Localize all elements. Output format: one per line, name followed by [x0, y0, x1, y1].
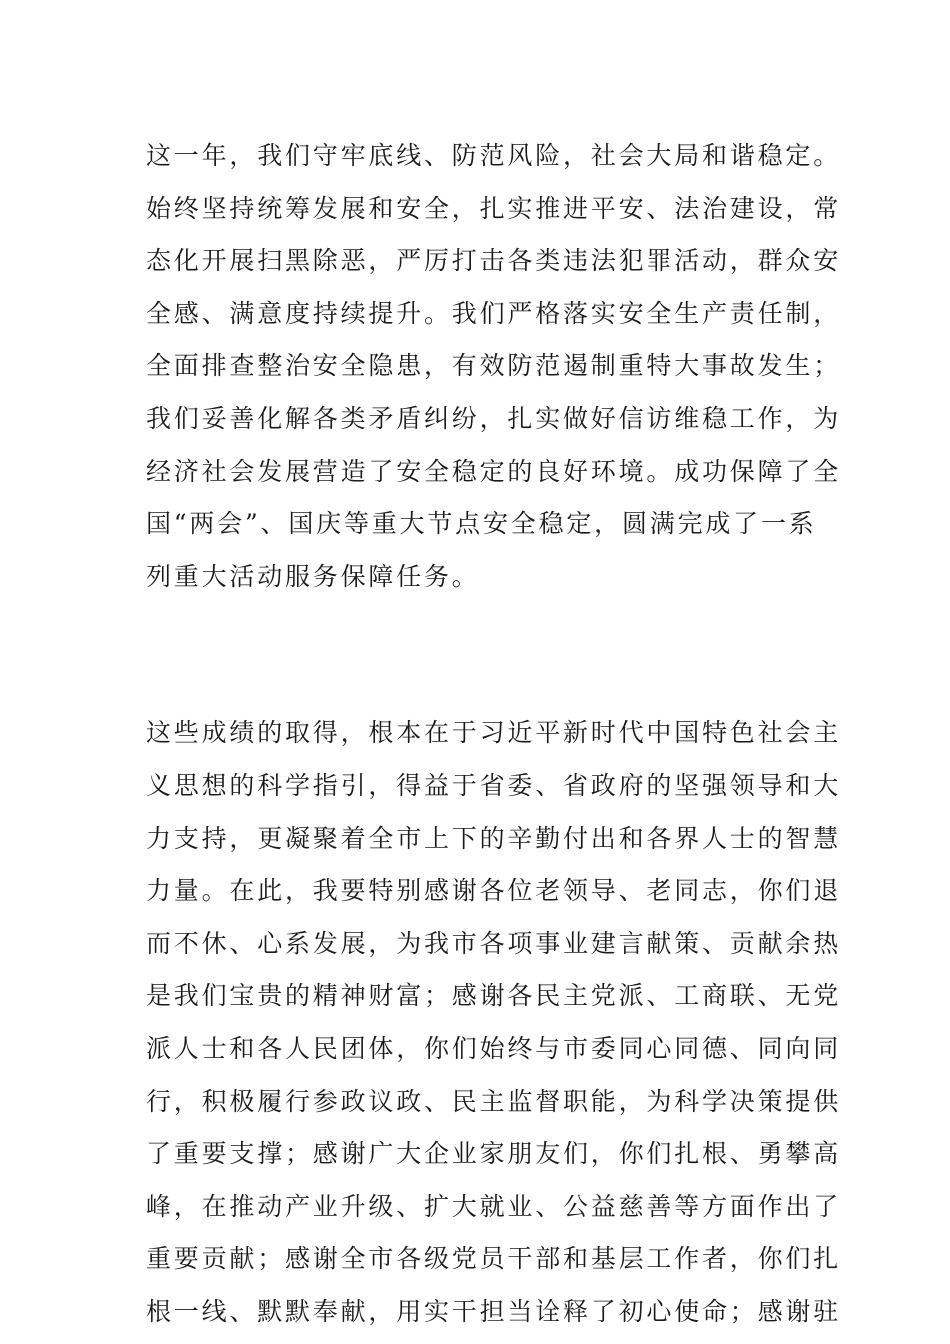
text-line: 义思想的科学指引，得益于省委、省政府的坚强领导和大	[146, 770, 842, 800]
text-line: 这一年，我们守牢底线、防范风险，社会大局和谐稳定。	[146, 141, 842, 170]
text-line: 全面排查整治安全隐患，有效防范遏制重特大事故发生；	[146, 351, 842, 381]
text-line: 根一线、默默奉献，用实干担当诠释了初心使命；感谢驻	[146, 1296, 842, 1326]
text-line: 了重要支撑；感谢广大企业家朋友们，你们扎根、勇攀高	[146, 1139, 842, 1169]
paragraph-security-stability	[146, 130, 842, 603]
text-line: 是我们宝贵的精神财富；感谢各民主党派、工商联、无党	[146, 981, 842, 1011]
document-body	[146, 130, 842, 1338]
text-line: 全感、满意度持续提升。我们严格落实安全生产责任制，	[146, 298, 842, 328]
text-line: 行，积极履行参政议政、民主监督职能，为科学决策提供	[146, 1086, 842, 1116]
text-line: 态化开展扫黑除恶，严厉打击各类违法犯罪活动，群众安	[146, 246, 842, 276]
paragraph-spacer	[146, 603, 806, 707]
text-line: 经济社会发展营造了安全稳定的良好环境。成功保障了全	[146, 456, 842, 486]
text-line: 而不休、心系发展，为我市各项事业建言献策、贡献余热	[146, 928, 842, 958]
text-line: 这些成绩的取得，根本在于习近平新时代中国特色社会主	[146, 718, 842, 748]
text-line: 派人士和各人民团体，你们始终与市委同心同德、同向同	[146, 1033, 842, 1063]
text-line: 重要贡献；感谢全市各级党员干部和基层工作者，你们扎	[146, 1244, 842, 1274]
text-line: 力支持，更凝聚着全市上下的辛勤付出和各界人士的智慧	[146, 823, 842, 853]
text-line: 我们妥善化解各类矛盾纠纷，扎实做好信访维稳工作，为	[146, 403, 842, 433]
text-line: 列重大活动服务保障任务。	[146, 561, 480, 591]
text-line: 峰，在推动产业升级、扩大就业、公益慈善等方面作出了	[146, 1191, 842, 1221]
text-line: 始终坚持统筹发展和安全，扎实推进平安、法治建设，常	[146, 193, 842, 223]
text-line: 国“两会”、国庆等重大节点安全稳定，圆满完成了一系	[146, 509, 817, 539]
text-line: 力量。在此，我要特别感谢各位老领导、老同志，你们退	[146, 876, 842, 906]
paragraph-acknowledgements	[146, 707, 842, 1338]
